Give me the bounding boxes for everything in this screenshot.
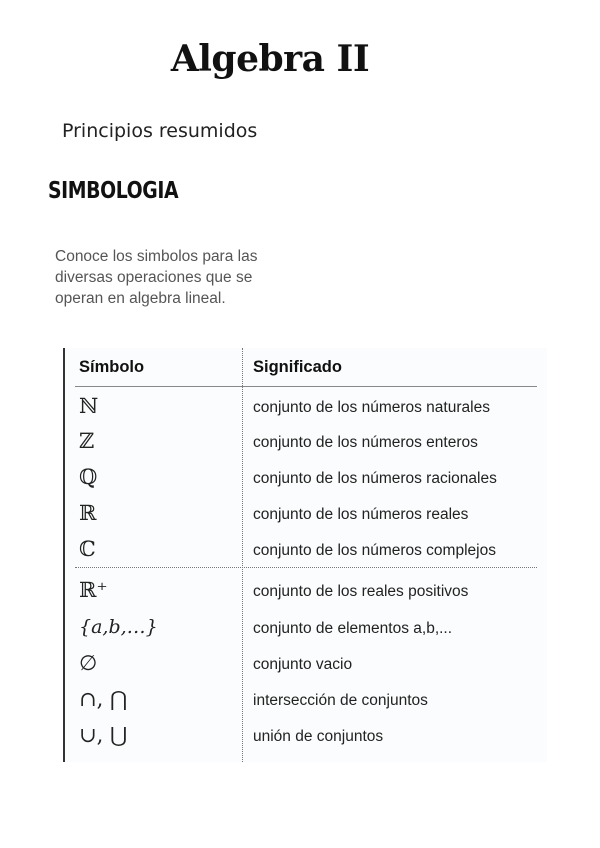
intro-line: operan en algebra lineal.: [55, 290, 226, 307]
symbol-cell: ℚ: [79, 465, 98, 489]
table-row: [65, 392, 547, 428]
symbol-cell: ℕ: [79, 394, 99, 418]
meaning-cell: conjunto vacio: [253, 656, 353, 673]
table-row: [65, 463, 547, 499]
table-row: [65, 721, 547, 757]
table-row: [65, 576, 547, 612]
symbol-cell: ℝ: [79, 501, 97, 525]
symbol-cell: {a,b,…}: [79, 616, 158, 638]
meaning-cell: conjunto de los números racionales: [253, 470, 497, 487]
meaning-cell: conjunto de los reales positivos: [253, 583, 469, 600]
symbol-cell: ∩, ⋂: [79, 687, 128, 711]
symbol-cell: ℂ: [79, 537, 96, 561]
meaning-cell: conjunto de elementos a,b,...: [253, 620, 453, 637]
header-meaning: Significado: [253, 358, 342, 376]
table-row: [65, 427, 547, 463]
meaning-cell: unión de conjuntos: [253, 728, 384, 745]
symbols-table: [63, 348, 547, 762]
meaning-cell: conjunto de los números naturales: [253, 399, 490, 416]
section-heading: SIMBOLOGIA: [48, 178, 179, 204]
table-row: [65, 613, 547, 649]
symbol-cell: ℤ: [79, 429, 95, 453]
meaning-cell: conjunto de los números enteros: [253, 434, 478, 451]
intro-line: Conoce los simbolos para las: [55, 248, 258, 265]
table-row: [65, 499, 547, 535]
table-row: [65, 535, 547, 571]
table-row: [65, 685, 547, 721]
header-rule: [75, 386, 537, 387]
symbol-cell: ∪, ⋃: [79, 723, 128, 747]
meaning-cell: intersección de conjuntos: [253, 692, 428, 709]
page-title: Algebra II: [170, 38, 370, 80]
intro-line: diversas operaciones que se: [55, 269, 253, 286]
intro-paragraph: [55, 246, 330, 309]
header-symbol: Símbolo: [79, 358, 145, 376]
symbol-cell: ℝ⁺: [79, 578, 108, 602]
meaning-cell: conjunto de los números reales: [253, 506, 469, 523]
symbol-cell: ∅: [79, 651, 98, 675]
page-subtitle: Principios resumidos: [62, 120, 258, 142]
table-row: [65, 649, 547, 685]
meaning-cell: conjunto de los números complejos: [253, 542, 496, 559]
